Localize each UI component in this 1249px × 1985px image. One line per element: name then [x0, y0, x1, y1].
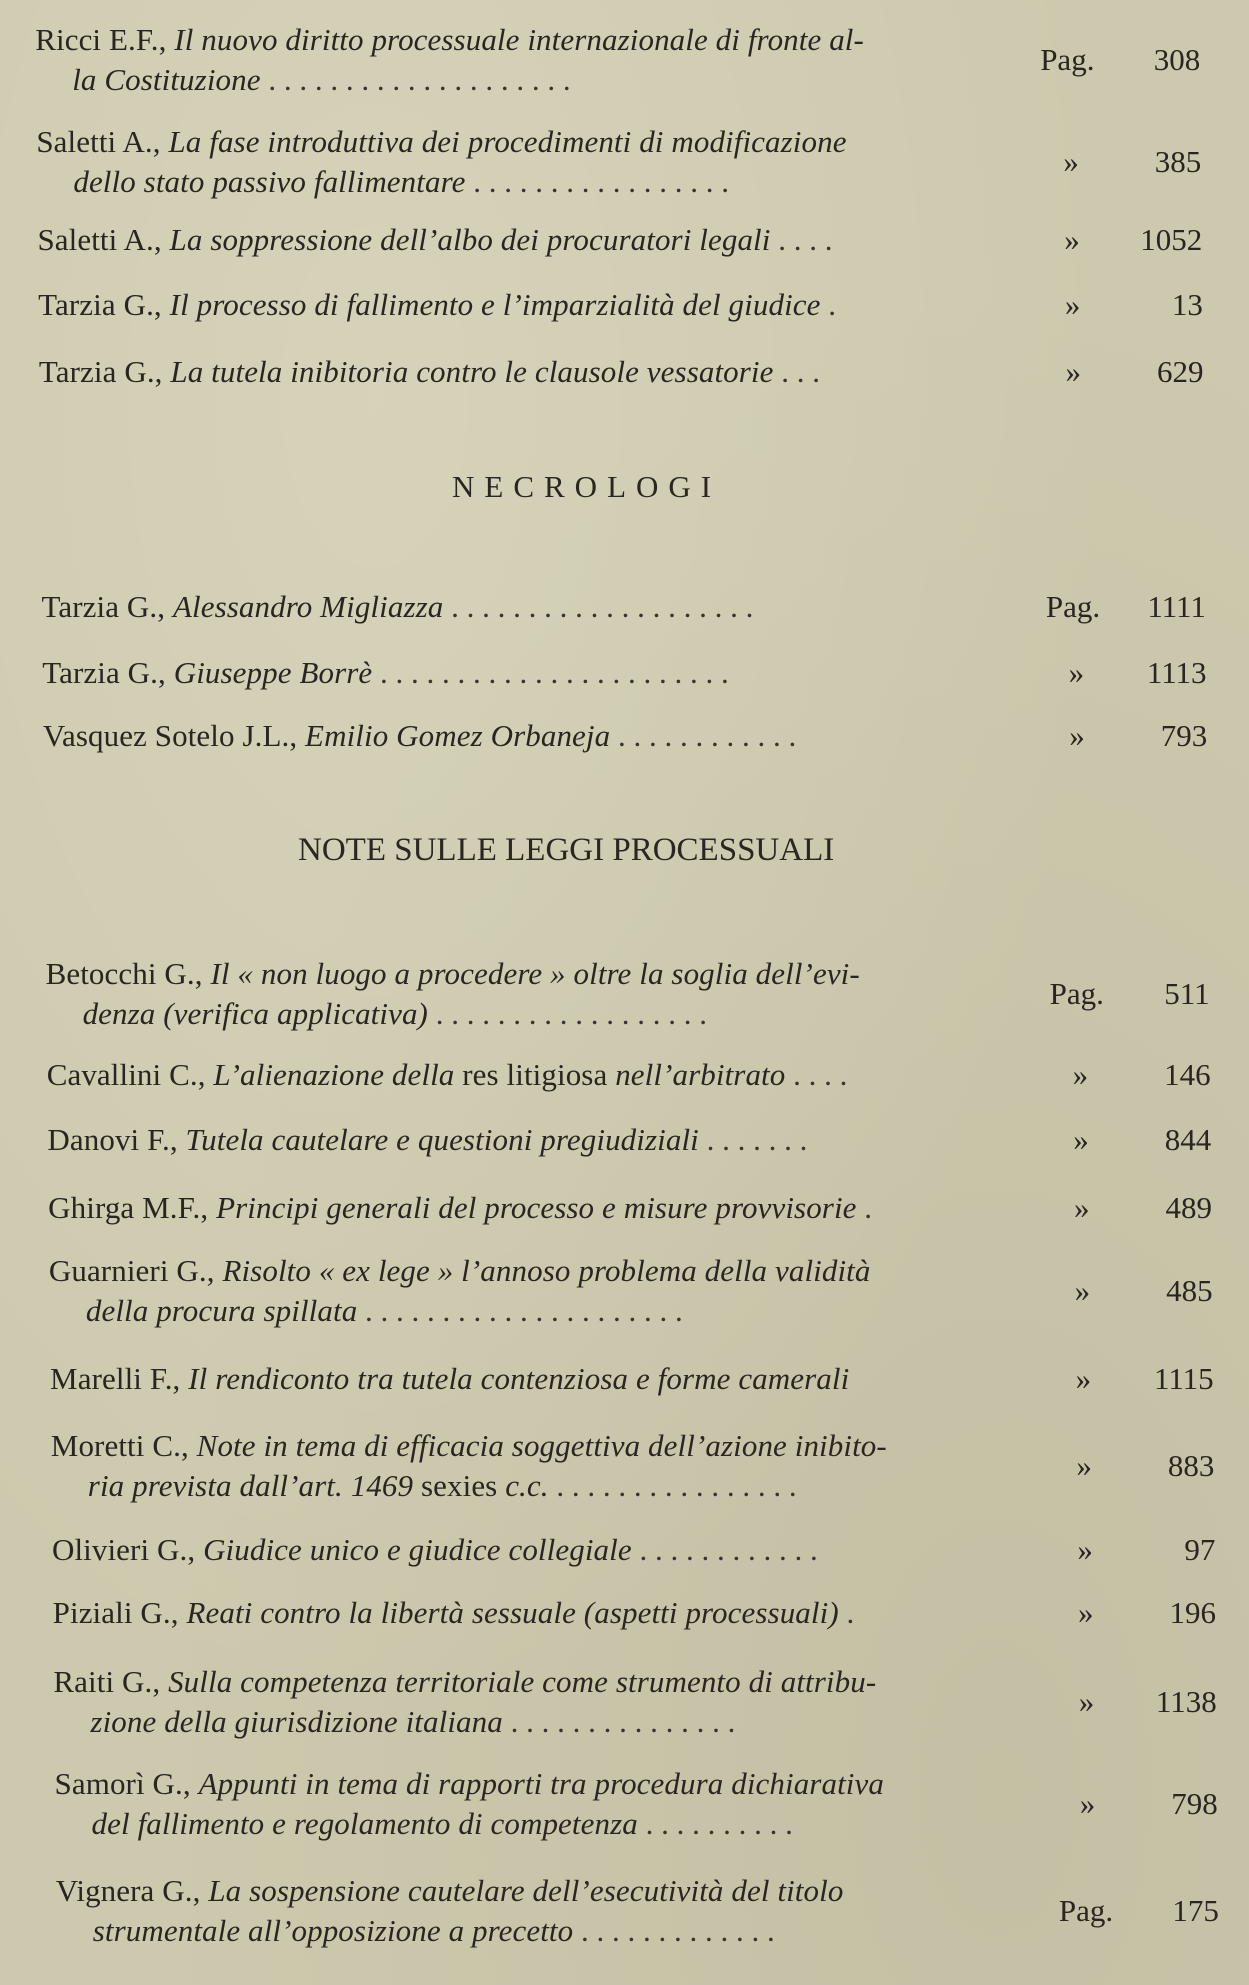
entry-title: zione della giurisdizione italiana: [90, 1704, 503, 1739]
page-number: 844: [1164, 1122, 1212, 1157]
dot-leader: . . . . . . .: [698, 1122, 808, 1157]
entry-title: Emilio Gomez Orbaneja: [305, 718, 611, 753]
page-label: Pag.: [1040, 42, 1095, 77]
toc-entry: [35, 20, 1200, 110]
entry-author: Moretti C.,: [50, 1428, 197, 1463]
dot-leader: . . . .: [770, 222, 833, 257]
dot-leader: . . .: [773, 354, 821, 389]
entry-title: Sulla competenza territoriale come strumento di attribu-: [168, 1664, 877, 1699]
section-heading: NOTE SULLE LEGGI PROCESSUALI: [298, 832, 835, 868]
dot-leader: . . . . . . . . . . . . . . . . . . . . .: [357, 1293, 683, 1328]
toc-entry: [36, 122, 1201, 212]
page-number: 97: [1184, 1532, 1216, 1567]
entry-continuation-line: [49, 1291, 683, 1331]
page-reference: [1057, 1682, 1217, 1722]
entry-title: Giudice unico e giudice collegiale: [203, 1532, 632, 1567]
dot-leader: . . . . . . . . . . . . . . . . . . . . . . .: [372, 655, 729, 690]
entry-first-line: [50, 1359, 849, 1399]
entry-first-line: [52, 1530, 818, 1570]
page-reference: [1043, 285, 1203, 325]
dot-leader: . . . . . . . . . . . . . . . . . . . .: [443, 589, 754, 624]
dot-leader: . . . . . . . . . . . . .: [573, 1913, 775, 1948]
page-reference: [1044, 352, 1204, 392]
entry-first-line: [51, 1426, 887, 1466]
entry-author: Tarzia G.,: [42, 655, 174, 690]
ditto-mark: »: [1069, 718, 1085, 753]
entry-author: Betocchi G.,: [45, 956, 211, 991]
page-reference: [1058, 1784, 1218, 1824]
page-label: Pag.: [1058, 1893, 1114, 1928]
entry-author: Ghirga M.F.,: [48, 1190, 217, 1225]
dot-leader: .: [838, 1595, 855, 1630]
entry-title: Il « non luogo a procedere » oltre la soglia dell’evi-: [210, 956, 860, 991]
dot-leader: . . . . . . . . . . . . . . . . . .: [427, 996, 707, 1031]
page-reference: [1059, 1891, 1219, 1931]
entry-first-line: [47, 1120, 807, 1160]
toc-entry: [55, 1764, 1218, 1854]
dot-leader: . . . . . . . . . . . . . . .: [502, 1704, 736, 1739]
page-number: 1115: [1153, 1361, 1214, 1396]
page-number: 489: [1165, 1190, 1212, 1225]
entry-first-line: [47, 1055, 848, 1095]
ditto-mark: »: [1078, 1595, 1094, 1630]
entry-first-line: [48, 1188, 872, 1228]
page-number: 883: [1167, 1448, 1215, 1483]
toc-entry: [51, 1426, 1215, 1516]
entry-continuation-line: [36, 162, 729, 202]
ditto-mark: »: [1063, 144, 1079, 179]
entry-title: Il nuovo diritto processuale internazionale di fronte al-: [174, 22, 864, 57]
toc-entry: [46, 954, 1210, 1044]
entry-first-line: [38, 285, 836, 325]
entry-first-line: [42, 653, 729, 693]
entry-author: Piziali G.,: [52, 1595, 187, 1630]
ditto-mark: »: [1064, 287, 1081, 322]
page-reference: [1056, 1593, 1216, 1633]
entry-title: ria prevista dall’art. 1469: [87, 1468, 421, 1503]
ditto-mark: »: [1073, 1190, 1090, 1225]
dot-leader: . . . . . . . . . . . . . . . . .: [465, 164, 729, 199]
page-number: 13: [1171, 287, 1203, 322]
entry-continuation-line: [56, 1911, 775, 1951]
entry-title: L’alienazione della: [213, 1057, 463, 1092]
page-reference: [1042, 220, 1202, 260]
entry-title: res litigiosa: [462, 1057, 616, 1092]
dot-leader: . . . .: [785, 1057, 848, 1092]
page-number: 308: [1153, 42, 1201, 77]
entry-title: della procura spillata: [85, 1293, 358, 1328]
page-reference: [1047, 716, 1207, 756]
entry-title: denza (verifica applicativa): [82, 996, 428, 1031]
ditto-mark: »: [1075, 1361, 1092, 1396]
ditto-mark: »: [1078, 1684, 1095, 1719]
entry-author: Ricci E.F.,: [35, 22, 175, 57]
entry-author: Marelli F.,: [50, 1361, 189, 1396]
entry-continuation-line: [51, 1466, 797, 1506]
entry-title: Reati contro la libertà sessuale (aspetti processuali): [186, 1595, 839, 1630]
ditto-mark: »: [1064, 222, 1080, 257]
page-number: 798: [1171, 1786, 1218, 1821]
page-number: 175: [1172, 1893, 1219, 1928]
page-reference: [1051, 1055, 1211, 1095]
entry-title: Il rendiconto tra tutela contenziosa e forme camerali: [188, 1361, 850, 1396]
entry-first-line: [39, 352, 820, 392]
page-reference: [1050, 974, 1210, 1014]
entry-title: dello stato passivo fallimentare: [73, 164, 466, 199]
ditto-mark: »: [1073, 1122, 1089, 1157]
entry-title: sexies: [420, 1468, 506, 1503]
entry-title: Giuseppe Borrè: [173, 655, 373, 690]
page-reference: [1055, 1530, 1215, 1570]
entry-author: Tarzia G.,: [38, 354, 171, 389]
entry-first-line: [56, 1871, 844, 1911]
entry-title: Il processo di fallimento e l’imparzialità del giudice: [169, 287, 821, 322]
entry-first-line: [55, 1764, 884, 1804]
toc-entry: [56, 1871, 1219, 1961]
entry-author: Tarzia G.,: [38, 287, 170, 322]
entry-title: La tutela inibitoria contro le clausole vessatorie: [170, 354, 774, 389]
page-number: 511: [1164, 976, 1210, 1011]
entry-author: Cavallini C.,: [46, 1057, 214, 1092]
page-label: Pag.: [1049, 976, 1104, 1011]
dot-leader: . . . . . . . . . . . . . . . .: [548, 1468, 797, 1503]
entry-title: del fallimento e regolamento di competenza: [91, 1806, 638, 1841]
page-reference: [1040, 40, 1200, 80]
page-number: 629: [1157, 354, 1204, 389]
page-reference: [1047, 653, 1207, 693]
entry-continuation-line: [46, 994, 707, 1034]
dot-leader: .: [856, 1190, 873, 1225]
ditto-mark: »: [1079, 1786, 1096, 1821]
page-reference: [1051, 1120, 1211, 1160]
dot-leader: . . . . . . . . . . . .: [631, 1532, 818, 1567]
entry-first-line: [49, 1251, 871, 1291]
page-number: 196: [1169, 1595, 1217, 1630]
page-number: 146: [1164, 1057, 1211, 1092]
entry-author: Samorì G.,: [54, 1766, 199, 1801]
entry-first-line: [53, 1593, 855, 1633]
ditto-mark: »: [1076, 1448, 1092, 1483]
entry-title: Tutela cautelare e questioni pregiudiziali: [185, 1122, 699, 1157]
entry-first-line: [43, 716, 796, 756]
entry-title: c.c.: [505, 1468, 549, 1503]
entry-author: Olivieri G.,: [51, 1532, 204, 1567]
page-reference: [1054, 1359, 1214, 1399]
entry-title: Principi generali del processo e misure provvisorie: [216, 1190, 857, 1225]
entry-author: Raiti G.,: [53, 1664, 169, 1699]
entry-first-line: [37, 220, 832, 260]
entry-title: Risolto « ex lege » l’annoso problema della validità: [222, 1253, 871, 1288]
entry-title: La fase introduttiva dei procedimenti di modificazione: [168, 124, 847, 159]
entry-continuation-line: [53, 1702, 735, 1742]
page-number: 793: [1160, 718, 1208, 753]
entry-title: la Costituzione: [72, 62, 261, 97]
entry-first-line: [36, 122, 846, 162]
entry-title: Note in tema di efficacia soggettiva dell’azione inibito-: [196, 1428, 887, 1463]
toc-entry: [39, 352, 1204, 442]
entry-title: Appunti in tema di rapporti tra procedura dichiarativa: [198, 1766, 884, 1801]
page-number: 1111: [1147, 589, 1206, 624]
page-number: 385: [1154, 144, 1202, 179]
entry-author: Guarnieri G.,: [48, 1253, 223, 1288]
entry-first-line: [46, 954, 860, 994]
page-number: 485: [1166, 1273, 1213, 1308]
entry-author: Vasquez Sotelo J.L.,: [42, 718, 306, 753]
toc-entry: [43, 716, 1207, 806]
dot-leader: . . . . . . . . . . . . . . . . . . . .: [260, 62, 571, 97]
page-reference: [1046, 587, 1206, 627]
entry-author: Saletti A.,: [36, 124, 169, 159]
toc-entry: [53, 1662, 1216, 1752]
page-number: 1138: [1155, 1684, 1217, 1719]
section-heading: NECROLOGI: [452, 469, 722, 504]
dot-leader: . . . . . . . . . . . .: [610, 718, 797, 753]
page-label: Pag.: [1045, 589, 1101, 624]
page-reference: [1052, 1188, 1212, 1228]
entry-author: Danovi F.,: [47, 1122, 186, 1157]
toc-entry: [49, 1251, 1213, 1341]
entry-author: Saletti A.,: [37, 222, 170, 257]
page-reference: [1053, 1271, 1213, 1311]
page-number: 1052: [1140, 222, 1203, 257]
ditto-mark: »: [1065, 354, 1082, 389]
entry-first-line: [53, 1662, 876, 1702]
ditto-mark: »: [1077, 1532, 1093, 1567]
page-number: 1113: [1146, 655, 1207, 690]
entry-author: Tarzia G.,: [41, 589, 173, 624]
entry-title: La sospensione cautelare dell’esecutività del titolo: [208, 1873, 844, 1908]
dot-leader: .: [820, 287, 837, 322]
entry-title: La soppressione dell’albo dei procuratori legali: [169, 222, 771, 257]
ditto-mark: »: [1074, 1273, 1091, 1308]
page-reference: [1041, 142, 1201, 182]
entry-first-line: [42, 587, 754, 627]
ditto-mark: »: [1068, 655, 1085, 690]
ditto-mark: »: [1072, 1057, 1089, 1092]
entry-title: Alessandro Migliazza: [172, 589, 444, 624]
entry-author: Vignera G.,: [55, 1873, 209, 1908]
entry-title: nell’arbitrato: [615, 1057, 786, 1092]
entry-continuation-line: [35, 60, 570, 100]
entry-continuation-line: [55, 1804, 793, 1844]
dot-leader: . . . . . . . . . .: [637, 1806, 793, 1841]
entry-first-line: [35, 20, 864, 60]
page-reference: [1054, 1446, 1214, 1486]
entry-title: strumentale all’opposizione a precetto: [92, 1913, 574, 1948]
